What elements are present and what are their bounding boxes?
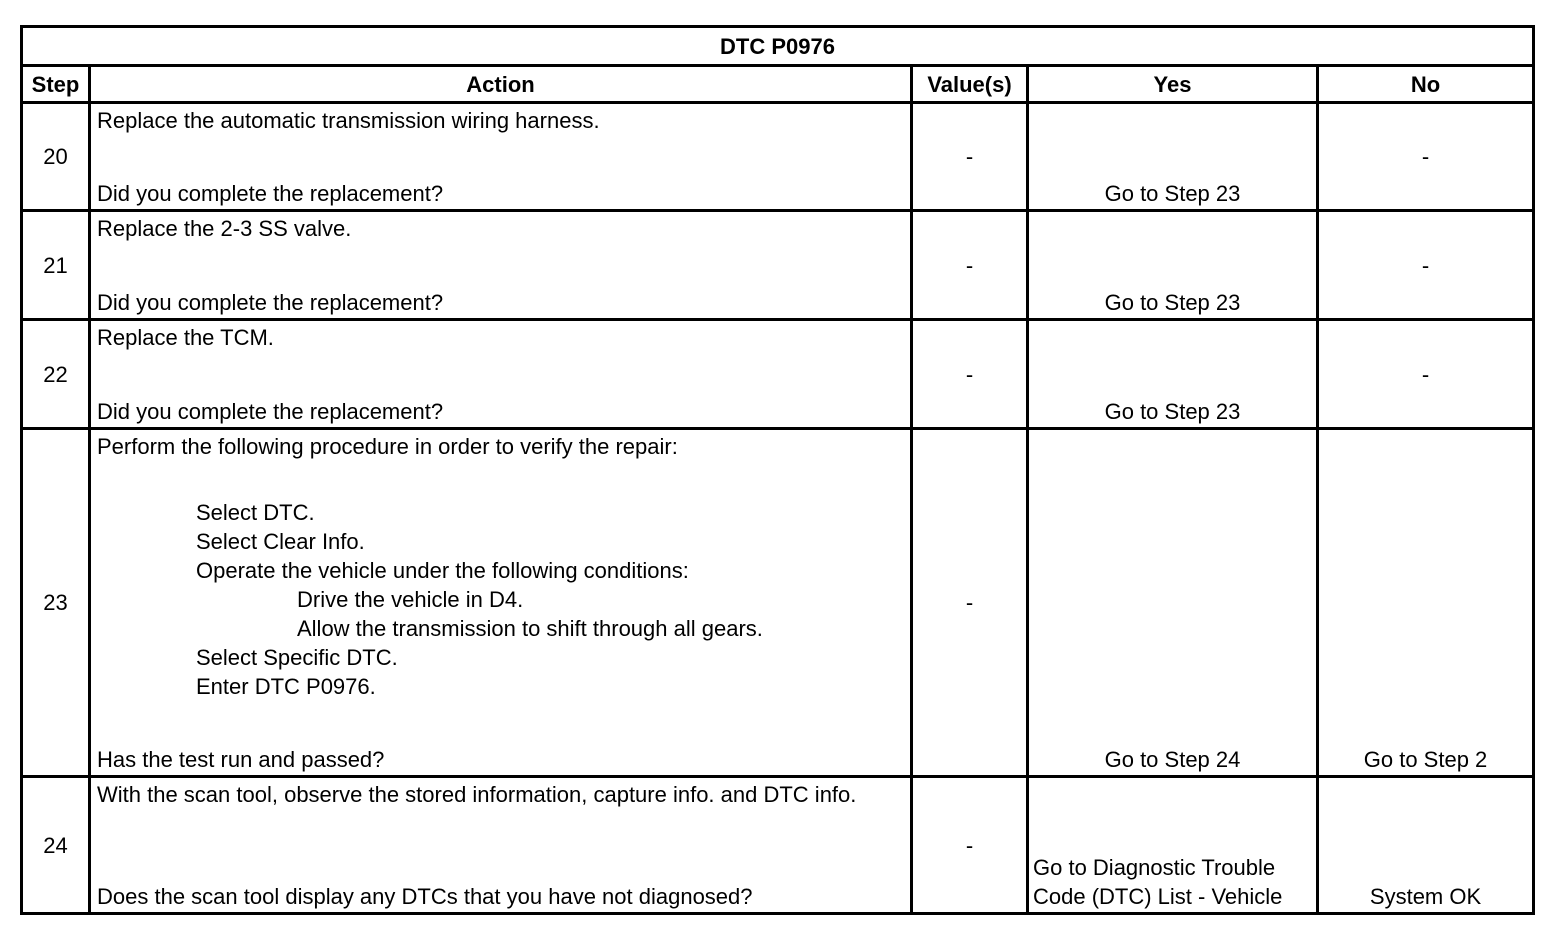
procedure-substep: Allow the transmission to shift through all gears. xyxy=(297,616,763,641)
action-cell xyxy=(90,320,912,429)
header-values: Value(s) xyxy=(912,66,1028,103)
no-cell: Go to Step 2 xyxy=(1318,429,1534,777)
step-number: 23 xyxy=(22,429,90,777)
action-cell xyxy=(90,211,912,320)
yes-cell: Go to Step 23 xyxy=(1028,320,1318,429)
value-cell: - xyxy=(912,211,1028,320)
table-row xyxy=(22,320,1534,429)
procedure-step: Select Clear Info. xyxy=(196,529,365,554)
no-cell: - xyxy=(1318,103,1534,211)
value-cell: - xyxy=(912,429,1028,777)
no-cell: - xyxy=(1318,320,1534,429)
action-text: Replace the automatic transmission wiring harness. xyxy=(97,108,600,133)
procedure-step: Enter DTC P0976. xyxy=(196,674,376,699)
action-text: Perform the following procedure in order to verify the repair: xyxy=(97,434,678,459)
procedure-step: Operate the vehicle under the following conditions: xyxy=(196,558,689,583)
question-text: Has the test run and passed? xyxy=(97,747,385,772)
table-row xyxy=(22,211,1534,320)
action-cell xyxy=(90,429,912,777)
header-no: No xyxy=(1318,66,1534,103)
step-number: 22 xyxy=(22,320,90,429)
yes-cell: Go to Step 24 xyxy=(1028,429,1318,777)
table-row xyxy=(22,777,1534,914)
question-text: Did you complete the replacement? xyxy=(97,399,444,424)
procedure-step: Select DTC. xyxy=(196,500,315,525)
question-text: Did you complete the replacement? xyxy=(97,181,444,206)
action-text: With the scan tool, observe the stored information, capture info. and DTC info. xyxy=(97,782,857,807)
step-number: 20 xyxy=(22,103,90,211)
step-number: 21 xyxy=(22,211,90,320)
value-cell: - xyxy=(912,777,1028,914)
value-cell: - xyxy=(912,320,1028,429)
value-cell: - xyxy=(912,103,1028,211)
action-text: Replace the 2-3 SS valve. xyxy=(97,216,352,241)
yes-cell: Go to Step 23 xyxy=(1028,211,1318,320)
procedure-substep: Drive the vehicle in D4. xyxy=(297,587,524,612)
table-title-row xyxy=(22,27,1534,66)
procedure-step: Select Specific DTC. xyxy=(196,645,398,670)
no-cell: System OK xyxy=(1318,777,1534,914)
table-title: DTC P0976 xyxy=(22,27,1534,66)
question-text: Did you complete the replacement? xyxy=(97,290,444,315)
question-text: Does the scan tool display any DTCs that you have not diagnosed? xyxy=(97,884,753,909)
action-text: Replace the TCM. xyxy=(97,325,274,350)
step-number: 24 xyxy=(22,777,90,914)
table-row xyxy=(22,103,1534,211)
header-row xyxy=(22,66,1534,103)
yes-cell: Go to Step 23 xyxy=(1028,103,1318,211)
header-step: Step xyxy=(22,66,90,103)
table-row xyxy=(22,429,1534,777)
procedure-list xyxy=(97,498,906,701)
action-cell xyxy=(90,103,912,211)
header-yes: Yes xyxy=(1028,66,1318,103)
action-cell xyxy=(90,777,912,914)
diagnostic-table xyxy=(20,25,1535,915)
no-cell: - xyxy=(1318,211,1534,320)
yes-cell: Go to Diagnostic Trouble Code (DTC) List - Vehicle xyxy=(1028,777,1318,914)
header-action: Action xyxy=(90,66,912,103)
